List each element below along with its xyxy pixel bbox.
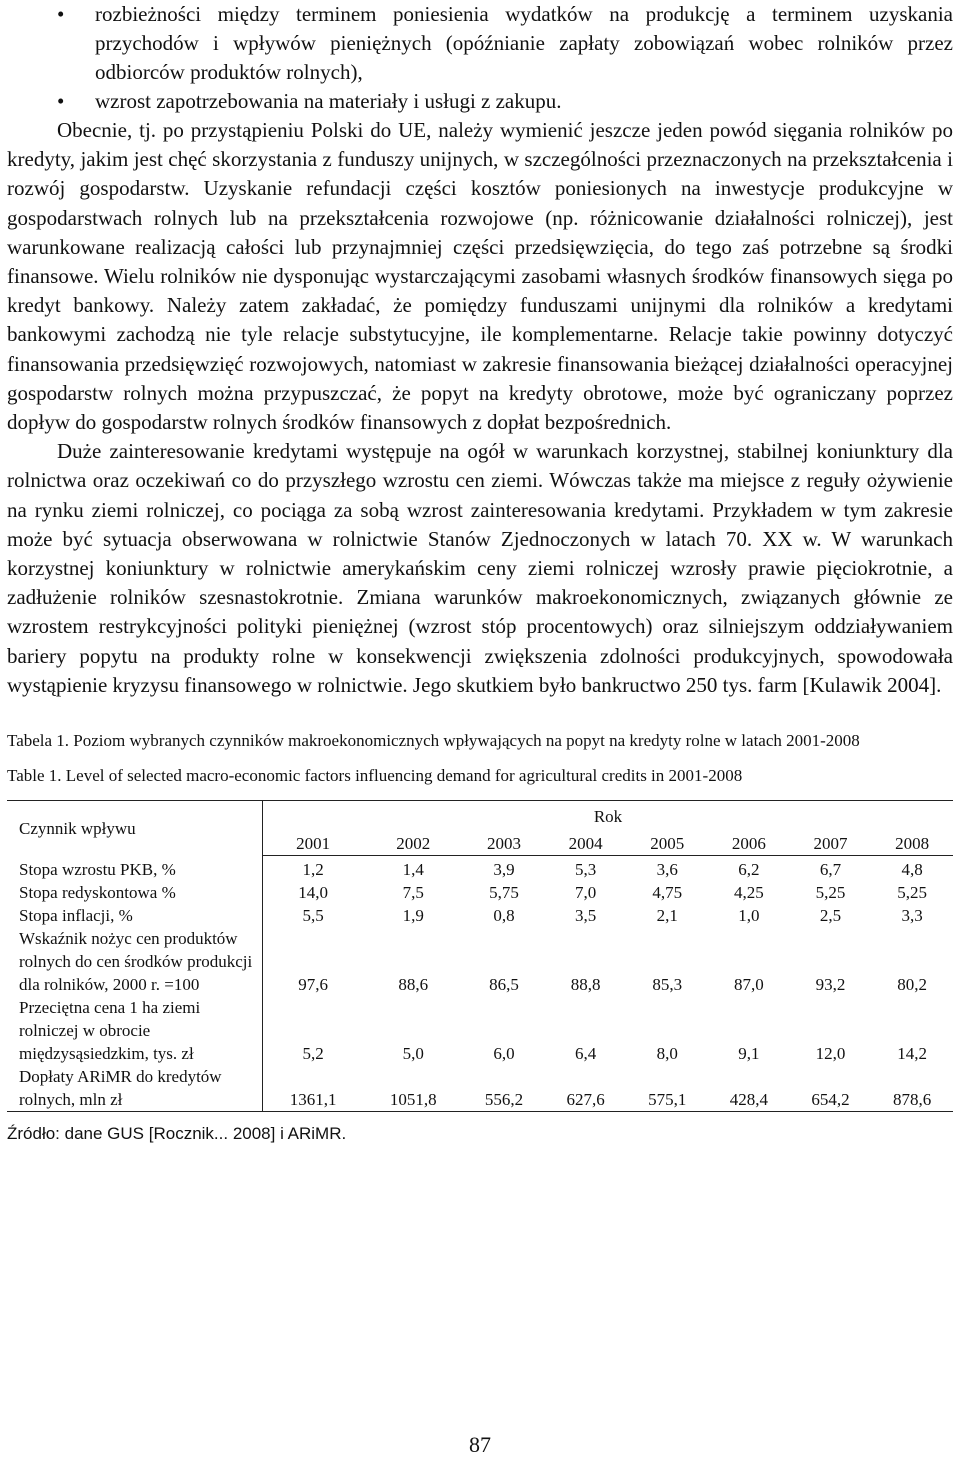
year-group-header: Rok [263, 801, 954, 829]
year-header-cell: 2007 [790, 828, 872, 856]
table-caption-polish: Tabela 1. Poziom wybranych czynników makroekonomicznych wpływających na popyt na kredyty rolne w latach 2001-2008 [7, 731, 860, 751]
table-cell: 654,2 [790, 1065, 872, 1112]
table-cell: 86,5 [489, 974, 519, 994]
table-cell: 556,2 [463, 1065, 545, 1112]
row-label: Wskaźnik nożyc cen produktów rolnych do cen środków produkcji dla rolników, 2000 r. =100 [7, 927, 263, 996]
table-cell: 7,5 [402, 882, 424, 902]
table-cell: 6,4 [574, 1043, 597, 1063]
bullet-item [7, 87, 953, 116]
table-cell: 88,8 [570, 974, 601, 994]
table-row [7, 881, 953, 904]
year-header-cell: 2004 [545, 828, 627, 856]
table-cell: 0,8 [493, 905, 515, 925]
table-cell: 878,6 [871, 1065, 953, 1112]
table-cell: 14,2 [897, 1043, 928, 1063]
table-cell: 5,0 [402, 1043, 424, 1063]
table-cell: 1,9 [402, 905, 424, 925]
table-cell: 5,25 [815, 882, 846, 902]
table-cell: 9,1 [738, 1043, 760, 1063]
body-paragraph: Duże zainteresowanie kredytami występuje na ogół w warunkach korzystnej, stabilnej koniunktury dla rolnictwa oraz oczekiwań co do przyszłego wzrostu cen ziemi. Wówczas także ma miejsce z reguły ożywienie na rynku ziemi rolniczej, co pociąga za sobą wzrost zainteresowania kredytami. Przykładem w tym zakresie może być sytuacja obserwowana w rolnictwie Stanów Zjednoczonych w latach 70. XX w. W warunkach korzystnej koniunktury w rolnictwie amerykańskim ceny ziemi rolniczej wzrosły prawie pięciokrotnie, a zadłużenie rolników szesnastokrotnie. Zmiana warunków makroekonomicznych, związanych głównie ze wzrostem restrykcyjności polityki pieniężnej (wzrost stóp procentowych) oraz silniejszym oddziaływaniem bariery popytu na produkty rolne w konsekwencji zwiększenia zdolności produkcyjnych, spowodowała wystąpienie kryzysu finansowego w rolnictwie. Jego skutkiem było bankructwo 250 tys. farm [Kulawik 2004]. [7, 439, 953, 697]
bullet-text: rozbieżności między terminem poniesienia wydatków na produkcję a terminem uzyskania przychodów i wpływów pieniężnych (opóźnianie zapłaty zobowiązań wobec rolników przez odbiorców produktów rolnych), [95, 2, 953, 84]
row-label: Przeciętna cena 1 ha ziemi rolniczej w obrocie międzysąsiedzkim, tys. zł [7, 996, 263, 1065]
table-cell: 87,0 [733, 974, 764, 994]
table-cell: 88,6 [398, 974, 429, 994]
table-cell: 6,2 [738, 859, 760, 879]
table-caption-english: Table 1. Level of selected macro-economic factors influencing demand for agricultural credits in 2001-2008 [7, 766, 743, 786]
table-cell: 7,0 [574, 882, 597, 902]
table-cell: 627,6 [545, 1065, 627, 1112]
bullet-list [7, 0, 953, 116]
table-cell: 4,25 [733, 882, 764, 902]
table-cell: 1,0 [738, 905, 760, 925]
table-cell: 428,4 [708, 1065, 790, 1112]
page-number: 87 [469, 1432, 491, 1457]
bullet-icon: • [57, 2, 65, 26]
year-header-cell: 2003 [463, 828, 545, 856]
year-header-cell: 2005 [626, 828, 708, 856]
table-cell: 4,8 [901, 859, 923, 879]
table-cell: 1,2 [302, 859, 324, 879]
row-label: Stopa wzrostu PKB, % [7, 856, 263, 881]
macro-factors-table [7, 800, 953, 1112]
table-row [7, 856, 953, 881]
row-label: Dopłaty ARiMR do kredytów rolnych, mln zł [7, 1065, 263, 1112]
table-cell: 3,9 [493, 859, 515, 879]
table-cell: 12,0 [815, 1043, 846, 1063]
table-cell: 2,5 [819, 905, 842, 925]
table-cell: 97,6 [298, 974, 329, 994]
table-cell: 14,0 [298, 882, 329, 902]
table-header-row [7, 801, 953, 829]
table-cell: 8,0 [656, 1043, 678, 1063]
body-paragraph: Obecnie, tj. po przystąpieniu Polski do UE, należy wymienić jeszcze jeden powód sięgania rolników po kredyty, jakim jest chęć skorzystania z funduszy unijnych, w szczególności przeznaczonych na przekształcenia i rozwój gospodarstw. Uzyskanie refundacji części kosztów poniesionych na inwestycje produkcyjne w gospodarstwach rolnych lub na przekształcenia rozwojowe (np. różnicowanie działalności rolniczej), jest warunkowane realizacją całości lub przynajmniej części przedsięwzięcia, do tego zaś potrzebne są środki finansowe. Wielu rolników nie dysponując wystarczającymi zasobami własnych środków finansowych sięga po kredyt bankowy. Należy zatem zakładać, że pomiędzy funduszami unijnymi dla rolników a kredytami bankowymi zachodzą nie tyle relacje substytucyjne, ile komplementarne. Relacje takie powinny dotyczyć finansowania przedsięwzięć rozwojowych, natomiast w zakresie finansowania bieżącej działalności operacyjnej gospodarstw rolnych można przypuszczać, że popyt na kredyty obrotowe, może być ograniczany poprzez dopływ do gospodarstw rolnych środków finansowych z dopłat bezpośrednich. [7, 118, 953, 435]
factor-column-header: Czynnik wpływu [7, 801, 263, 856]
table-cell: 6,7 [819, 859, 842, 879]
bullet-text: wzrost zapotrzebowania na materiały i usługi z zakupu. [95, 89, 562, 113]
table-row [7, 1065, 953, 1112]
table-cell: 2,1 [656, 905, 678, 925]
year-header-cell: 2001 [263, 828, 364, 856]
table-body [7, 856, 953, 1112]
table-row [7, 927, 953, 996]
table-cell: 4,75 [652, 882, 683, 902]
table-row [7, 904, 953, 927]
year-header-cell: 2002 [363, 828, 463, 856]
document-page [7, 0, 953, 1145]
table-cell: 1051,8 [363, 1065, 463, 1112]
table-cell: 575,1 [626, 1065, 708, 1112]
bullet-item [7, 0, 953, 87]
table-cell: 1361,1 [263, 1065, 364, 1112]
table-cell: 5,3 [574, 859, 597, 879]
table-source-note: Źródło: dane GUS [Rocznik... 2008] i ARiMR. [7, 1123, 347, 1143]
table-cell: 5,2 [302, 1043, 324, 1063]
table-row [7, 996, 953, 1065]
row-label: Stopa inflacji, % [7, 904, 263, 927]
table-cell: 3,6 [656, 859, 678, 879]
table-cell: 80,2 [897, 974, 928, 994]
year-header-cell: 2006 [708, 828, 790, 856]
bullet-icon: • [57, 89, 65, 113]
table-cell: 6,0 [493, 1043, 515, 1063]
row-label: Stopa redyskontowa % [7, 881, 263, 904]
table-cell: 5,75 [489, 882, 519, 902]
table-cell: 5,25 [897, 882, 928, 902]
table-cell: 93,2 [815, 974, 846, 994]
table-cell: 1,4 [402, 859, 424, 879]
table-cell: 85,3 [652, 974, 683, 994]
table-cell: 3,3 [901, 905, 923, 925]
table-cell: 5,5 [302, 905, 324, 925]
year-header-cell: 2008 [871, 828, 953, 856]
table-cell: 3,5 [574, 905, 597, 925]
